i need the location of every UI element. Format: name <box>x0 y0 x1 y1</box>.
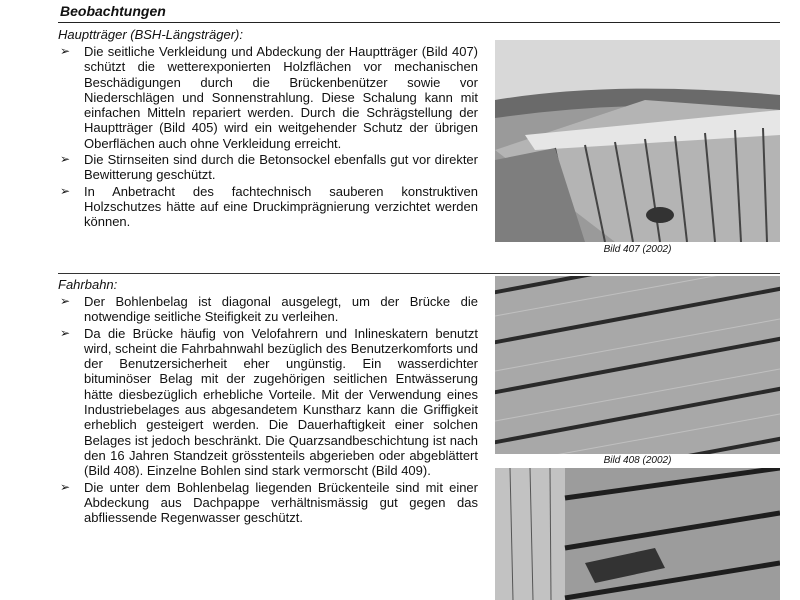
arrow-bullet-icon: ➢ <box>59 294 71 308</box>
bullet-text: In Anbetracht des fachtechnisch sauberen konstruktiven Holzschutzes hätte auf eine Druckimprägnierung verzichtet werden können. <box>84 183 478 230</box>
bullet-item <box>58 326 478 479</box>
rotten-planks-photo <box>495 468 780 600</box>
bullet-item <box>58 480 478 526</box>
header-divider <box>58 22 780 23</box>
bullet-list <box>58 294 478 526</box>
figure-bild-407 <box>495 40 780 242</box>
arrow-bullet-icon: ➢ <box>59 479 71 494</box>
arrow-bullet-icon: ➢ <box>59 183 71 198</box>
bullet-text: Die unter dem Bohlenbelag liegenden Brückenteile sind mit einer Abdeckung aus Dachpappe verhältnismässig gut gegen das abfliessende Regenwasser geschützt. <box>84 479 478 526</box>
bullet-item <box>58 294 478 325</box>
section-title: Fahrbahn: <box>58 277 118 292</box>
figure-bild-408 <box>495 276 780 454</box>
bullet-text: Die Stirnseiten sind durch die Betonsockel ebenfalls gut vor direkter Bewitterung geschützt. <box>84 152 478 183</box>
figure-caption: Bild 408 (2002) <box>603 455 672 466</box>
bullet-item <box>58 152 478 183</box>
bullet-text: Der Bohlenbelag ist diagonal ausgelegt, um der Brücke die notwendige seitliche Steifigkeit zu verleihen. <box>84 294 478 325</box>
page-header <box>0 0 800 24</box>
arrow-bullet-icon: ➢ <box>59 152 71 167</box>
figure-caption: Bild 407 (2002) <box>603 244 672 255</box>
bullet-text: Da die Brücke häufig von Velofahrern und Inlineskatern benutzt wird, scheint die Fahrbahnwahl bezüglich des Benutzerkomforts und der Benutzersicherheit eher ungünstig. Ein wasserdichter bituminöser Belag mit der zugehörigen seitlichen Entwässerung hätte diesbezüglich erhebliche Vorteile. Mit der Verwendung eines Industriebelages aus abgesandetem Kunstharz kann die Griffigkeit erheblich gesteigert werden. Die Dauerhaftigkeit einer solchen Belages ist jedoch beschränkt. Die Quarzsandbeschichtung ist nach den 16 Jahren Standzeit grösstenteils abgerieben oder abgeblättert (Bild 408). Einzelne Bohlen sind stark vermorscht (Bild 409). <box>84 325 478 479</box>
bullet-text: Die seitliche Verkleidung und Abdeckung der Hauptträger (Bild 407) schützt die wetterexponierten Holzflächen vor mechanischen Beschädigungen durch die Brückenbenützer sowie vor Niederschlägen und Sonnenstrahlung. Diese Schalung kann mit einfachen Mitteln repariert werden. Durch die Schrägstellung der Hauptträger (Bild 405) wird ein weitgehender Schutz der übrigen Oberflächen auch ohne Verkleidung erreicht. <box>84 44 478 151</box>
bullet-item <box>58 44 478 151</box>
deck-planks-photo <box>495 276 780 454</box>
bridge-railing-photo <box>495 40 780 242</box>
page-title: Beobachtungen <box>60 3 166 19</box>
section-divider <box>58 273 780 274</box>
section-title: Hauptträger (BSH-Längsträger): <box>58 27 243 42</box>
figure-bild-409 <box>495 468 780 600</box>
arrow-bullet-icon: ➢ <box>59 325 71 340</box>
arrow-bullet-icon: ➢ <box>59 44 71 58</box>
bullet-item <box>58 184 478 230</box>
bullet-list <box>58 44 478 231</box>
